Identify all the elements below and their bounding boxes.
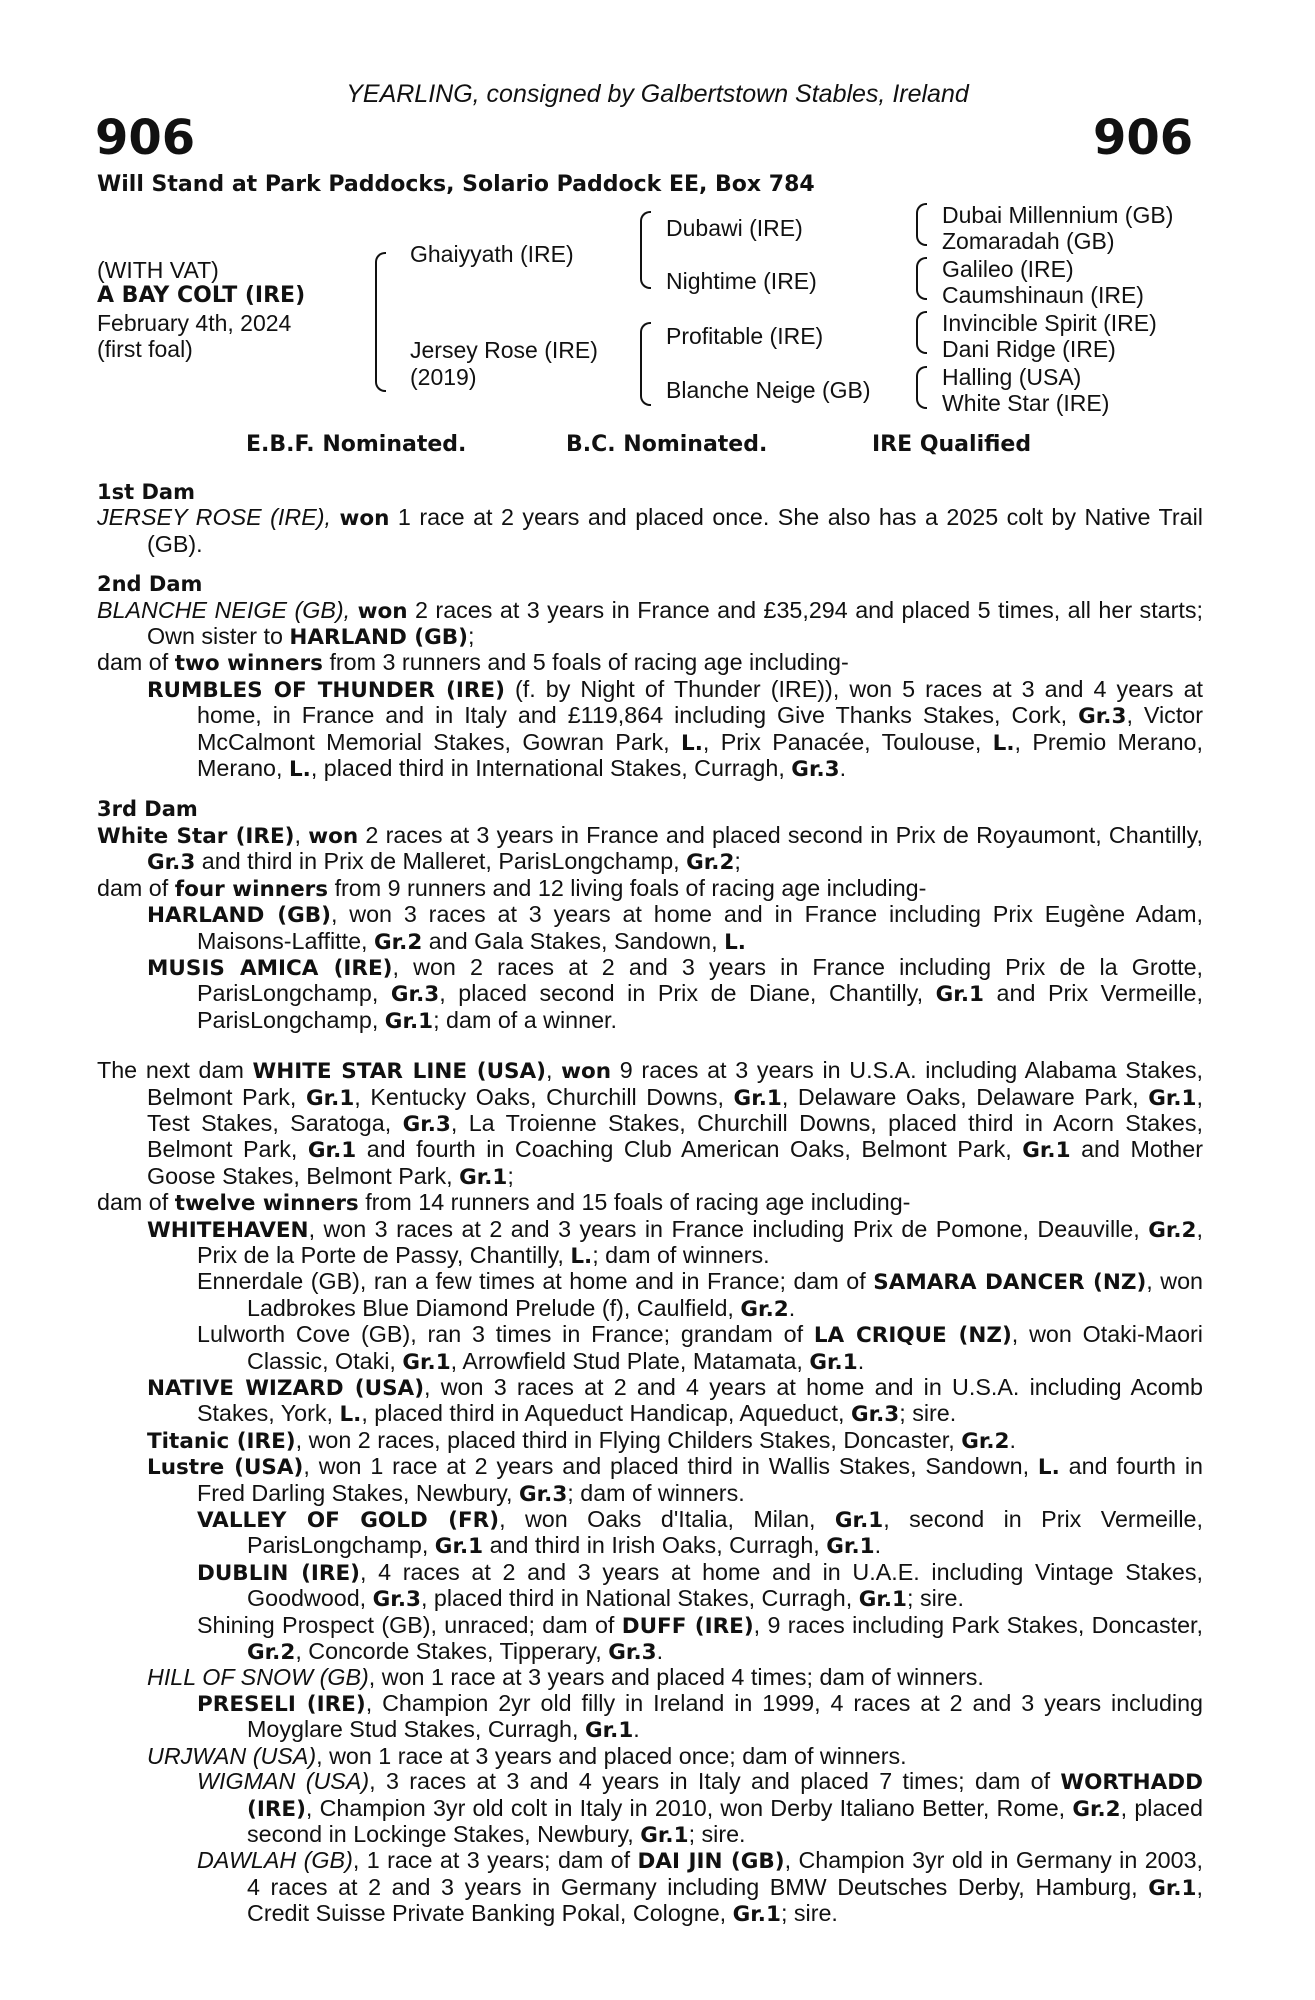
pedigree-brace-ds bbox=[916, 311, 927, 354]
next-dam-entry: The next dam WHITE STAR LINE (USA), won 9 races at 3 years in U.S.A. including Alabama Stakes, Belmont Park, Gr.1, Kentucky Oaks, Churchill Downs, Gr.1, Delaware Oaks, Delaware Park, Gr.1, Test Stakes, Saratoga, Gr.3, La Troienne Stakes, Churchill Downs, placed third in Acorn Stakes, Belmont Park, Gr.1 and fourth in Coaching Club American Oaks, Belmont Park, Gr.1 and Mother Goose Stakes, Belmont Park, Gr.1; bbox=[97, 1057, 1203, 1190]
produce-entry: MUSIS AMICA (IRE), won 2 races at 2 and 3 years in France including Prix de la Grotte, ParisLongchamp, Gr.3, placed second in Prix de Diane, Chantilly, Gr.1 and Prix Vermeille, ParisLongchamp, Gr.1; dam of a winner. bbox=[147, 953, 1203, 1034]
dam-sire: Profitable (IRE) bbox=[666, 323, 824, 349]
vat-note: (WITH VAT) bbox=[97, 257, 219, 283]
produce-entry: RUMBLES OF THUNDER (IRE) (f. by Night of Thunder (IRE)), won 5 races at 3 and 4 years at home, in France and in Italy and £119,864 including Give Thanks Stakes, Cork, Gr.3, Victor McCalmont Memorial Stakes, Gowran Park, L., Prix Panacée, Toulouse, L., Premio Merano, Merano, L., placed third in International Stakes, Curragh, Gr.3. bbox=[147, 675, 1203, 783]
pedigree-ddd: White Star (IRE) bbox=[942, 390, 1110, 416]
third-dam-produce-summary: dam of four winners from 9 runners and 12 living foals of racing age including- bbox=[97, 874, 927, 902]
foal-note: (first foal) bbox=[97, 336, 193, 362]
produce-entry: DUBLIN (IRE), 4 races at 2 and 3 years at home and in U.A.E. including Vintage Stakes, Goodwood, Gr.3, placed third in National Stakes, Curragh, Gr.1; sire. bbox=[197, 1558, 1204, 1613]
pedigree-dds: Halling (USA) bbox=[942, 364, 1082, 390]
produce-entry: NATIVE WIZARD (USA), won 3 races at 2 and 4 years at home and in U.S.A. including Acomb Stakes, York, L., placed third in Aqueduct Handicap, Aqueduct, Gr.3; sire. bbox=[147, 1374, 1203, 1428]
produce-entry: Lustre (USA), won 1 race at 2 years and placed third in Wallis Stakes, Sandown, L. and fourth in Fred Darling Stakes, Newbury, Gr.3; dam of winners. bbox=[147, 1453, 1203, 1507]
pedigree-sss: Dubai Millennium (GB) bbox=[942, 202, 1174, 228]
second-dam-entry: BLANCHE NEIGE (GB), won 2 races at 3 years in France and £35,294 and placed 5 times, all her starts; Own sister to HARLAND (GB); bbox=[97, 596, 1203, 651]
third-dam-heading: 3rd Dam bbox=[97, 797, 198, 822]
produce-entry: HARLAND (GB), won 3 races at 3 years at home and in France including Prix Eugène Adam, Maisons-Laffitte, Gr.2 and Gala Stakes, Sandown, L. bbox=[147, 901, 1203, 955]
second-dam-heading: 2nd Dam bbox=[97, 572, 203, 597]
produce-entry: Lulworth Cove (GB), ran 3 times in France; grandam of LA CRIQUE (NZ), won Otaki-Maori Classic, Otaki, Gr.1, Arrowfield Stud Plate, Matamata, Gr.1. bbox=[197, 1321, 1203, 1375]
consignor-line: YEARLING, consigned by Galbertstown Stables, Ireland bbox=[346, 80, 969, 108]
produce-entry: VALLEY OF GOLD (FR), won Oaks d'Italia, Milan, Gr.1, second in Prix Vermeille, ParisLongchamp, Gr.1 and third in Irish Oaks, Curragh, Gr.1. bbox=[197, 1506, 1203, 1560]
dam-name: Jersey Rose (IRE) bbox=[410, 337, 598, 363]
produce-entry: HILL OF SNOW (GB), won 1 race at 3 years and placed 4 times; dam of winners. bbox=[147, 1664, 984, 1691]
bc-nomination: B.C. Nominated. bbox=[566, 432, 768, 457]
third-dam-entry: White Star (IRE), won 2 races at 3 years in France and placed second in Prix de Royaumont, Chantilly, Gr.3 and third in Prix de Malleret, ParisLongchamp, Gr.2; bbox=[97, 821, 1203, 876]
pedigree-dss: Invincible Spirit (IRE) bbox=[942, 310, 1157, 336]
produce-entry: Titanic (IRE), won 2 races, placed third in Flying Childers Stakes, Doncaster, Gr.2. bbox=[147, 1426, 1016, 1454]
pedigree-sds: Galileo (IRE) bbox=[942, 256, 1074, 282]
lot-name: A BAY COLT (IRE) bbox=[97, 283, 306, 308]
pedigree-sdd: Caumshinaun (IRE) bbox=[942, 282, 1144, 308]
produce-entry: Shining Prospect (GB), unraced; dam of DUFF (IRE), 9 races including Park Stakes, Doncaster, Gr.2, Concorde Stakes, Tipperary, Gr.3. bbox=[197, 1611, 1204, 1666]
pedigree-brace-main bbox=[375, 252, 386, 392]
pedigree-brace-dd bbox=[916, 366, 927, 409]
produce-entry: PRESELI (IRE), Champion 2yr old filly in Ireland in 1999, 4 races at 2 and 3 years including Moyglare Stud Stakes, Curragh, Gr.1. bbox=[197, 1689, 1204, 1744]
pedigree-brace-ss bbox=[916, 203, 927, 246]
sire-sire: Dubawi (IRE) bbox=[666, 215, 803, 241]
produce-entry: WIGMAN (USA), 3 races at 3 and 4 years in Italy and placed 7 times; dam of WORTHADD (IRE), Champion 3yr old colt in Italy in 2010, won Derby Italiano Better, Rome, Gr.2, placed second in Lockinge Stakes, Newbury, Gr.1; sire. bbox=[197, 1768, 1203, 1848]
pedigree-brace-sire bbox=[640, 211, 651, 289]
produce-entry: Ennerdale (GB), ran a few times at home and in France; dam of SAMARA DANCER (NZ), won Ladbrokes Blue Diamond Prelude (f), Caulfield, Gr.2. bbox=[197, 1268, 1203, 1322]
second-dam-produce-summary: dam of two winners from 3 runners and 5 foals of racing age including- bbox=[97, 649, 849, 677]
ebf-nomination: E.B.F. Nominated. bbox=[246, 432, 467, 457]
produce-entry: WHITEHAVEN, won 3 races at 2 and 3 years in France including Prix de Pomone, Deauville, Gr.2, Prix de la Porte de Passy, Chantilly, L.; dam of winners. bbox=[147, 1215, 1203, 1269]
lot-number-left: 906 bbox=[95, 110, 196, 166]
pedigree-brace-dam bbox=[640, 322, 651, 406]
dam-year: (2019) bbox=[410, 364, 477, 390]
dam-dam: Blanche Neige (GB) bbox=[666, 377, 871, 403]
sire-dam: Nightime (IRE) bbox=[666, 268, 817, 294]
first-dam-entry: JERSEY ROSE (IRE), won 1 race at 2 years and placed once. She also has a 2025 colt by Native Trail (GB). bbox=[97, 504, 1203, 557]
produce-entry: DAWLAH (GB), 1 race at 3 years; dam of DAI JIN (GB), Champion 3yr old in Germany in 2003, 4 races at 2 and 3 years in Germany including BMW Deutsches Derby, Hamburg, Gr.1, Credit Suisse Private Banking Pokal, Cologne, Gr.1; sire. bbox=[197, 1847, 1203, 1928]
produce-entry: URJWAN (USA), won 1 race at 3 years and placed once; dam of winners. bbox=[147, 1742, 907, 1769]
sire-name: Ghaiyyath (IRE) bbox=[410, 241, 574, 267]
lot-number-right: 906 bbox=[1093, 110, 1194, 166]
first-dam-heading: 1st Dam bbox=[97, 480, 195, 504]
next-dam-produce-summary: dam of twelve winners from 14 runners and 15 foals of racing age including- bbox=[97, 1189, 911, 1217]
pedigree-brace-sd bbox=[916, 257, 927, 300]
catalogue-body bbox=[97, 480, 1203, 1928]
pedigree-ssd: Zomaradah (GB) bbox=[942, 228, 1115, 254]
foaling-date: February 4th, 2024 bbox=[97, 310, 292, 336]
ire-qualified: IRE Qualified bbox=[872, 432, 1032, 457]
pedigree-dsd: Dani Ridge (IRE) bbox=[942, 336, 1116, 362]
stable-location: Will Stand at Park Paddocks, Solario Paddock EE, Box 784 bbox=[97, 172, 815, 197]
